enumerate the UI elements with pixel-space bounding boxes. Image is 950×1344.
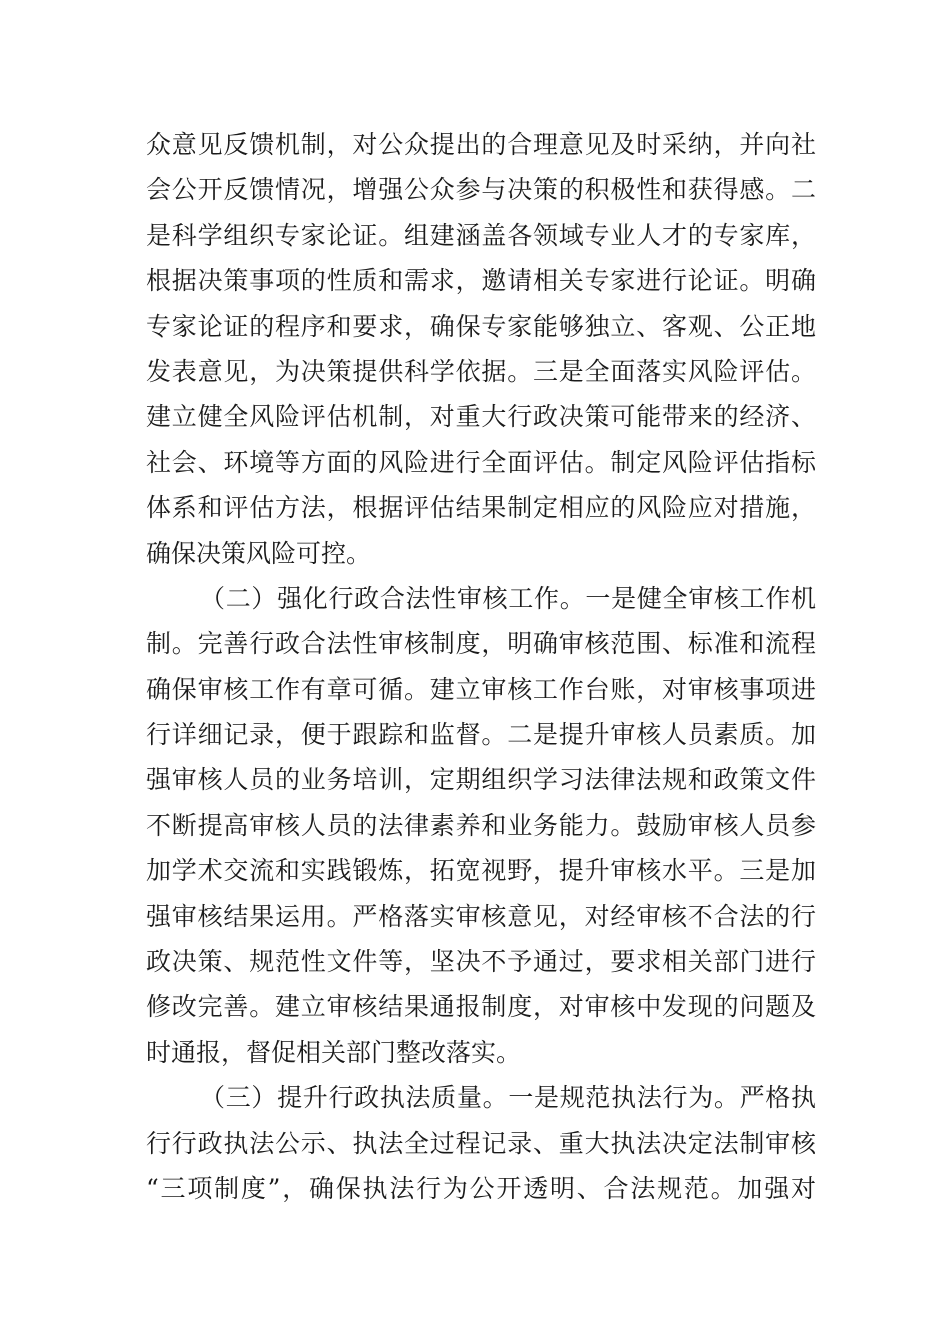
text-line: “三项制度”，确保执法行为公开透明、合法规范。加强对 [146,1173,816,1203]
text-line: 时通报，督促相关部门整改落实。 [146,1037,522,1067]
text-line: 体系和评估方法，根据评估结果制定相应的风险应对措施， [146,493,816,523]
text-line: 建立健全风险评估机制，对重大行政决策可能带来的经济、 [146,402,816,432]
text-line: 强审核结果运用。严格落实审核意见，对经审核不合法的行 [146,901,816,931]
text-line: 专家论证的程序和要求，确保专家能够独立、客观、公正地 [146,311,816,341]
text-line: 不断提高审核人员的法律素养和业务能力。鼓励审核人员参 [146,810,816,840]
text-line: 制。完善行政合法性审核制度，明确审核范围、标准和流程 [146,629,816,659]
text-line: 行详细记录，便于跟踪和监督。二是提升审核人员素质。加 [146,720,816,750]
text-line: 强审核人员的业务培训，定期组织学习法律法规和政策文件 [146,765,816,795]
text-line: 根据决策事项的性质和需求，邀请相关专家进行论证。明确 [146,266,816,296]
text-line: 修改完善。建立审核结果通报制度，对审核中发现的问题及 [146,992,816,1022]
text-line: 政决策、规范性文件等，坚决不予通过，要求相关部门进行 [146,947,816,977]
text-line: 是科学组织专家论证。组建涵盖各领域专业人才的专家库， [146,220,816,250]
text-line: 发表意见，为决策提供科学依据。三是全面落实风险评估。 [146,356,816,386]
text-line: 确保审核工作有章可循。建立审核工作台账，对审核事项进 [146,674,816,704]
text-line: 众意见反馈机制，对公众提出的合理意见及时采纳，并向社 [146,130,816,159]
text-line: 会公开反馈情况，增强公众参与决策的积极性和获得感。二 [146,175,816,205]
text-line: 确保决策风险可控。 [146,538,372,568]
text-line: 加学术交流和实践锻炼，拓宽视野，提升审核水平。三是加 [146,856,816,886]
text-line: 社会、环境等方面的风险进行全面评估。制定风险评估指标 [146,447,816,477]
section-heading-line: （二）强化行政合法性审核工作。一是健全审核工作机 [200,583,816,613]
section-heading-line: （三）提升行政执法质量。一是规范执法行为。严格执 [200,1083,816,1113]
text-line: 行行政执法公示、执法全过程记录、重大执法决定法制审核 [146,1128,816,1158]
document-body [146,122,816,1211]
